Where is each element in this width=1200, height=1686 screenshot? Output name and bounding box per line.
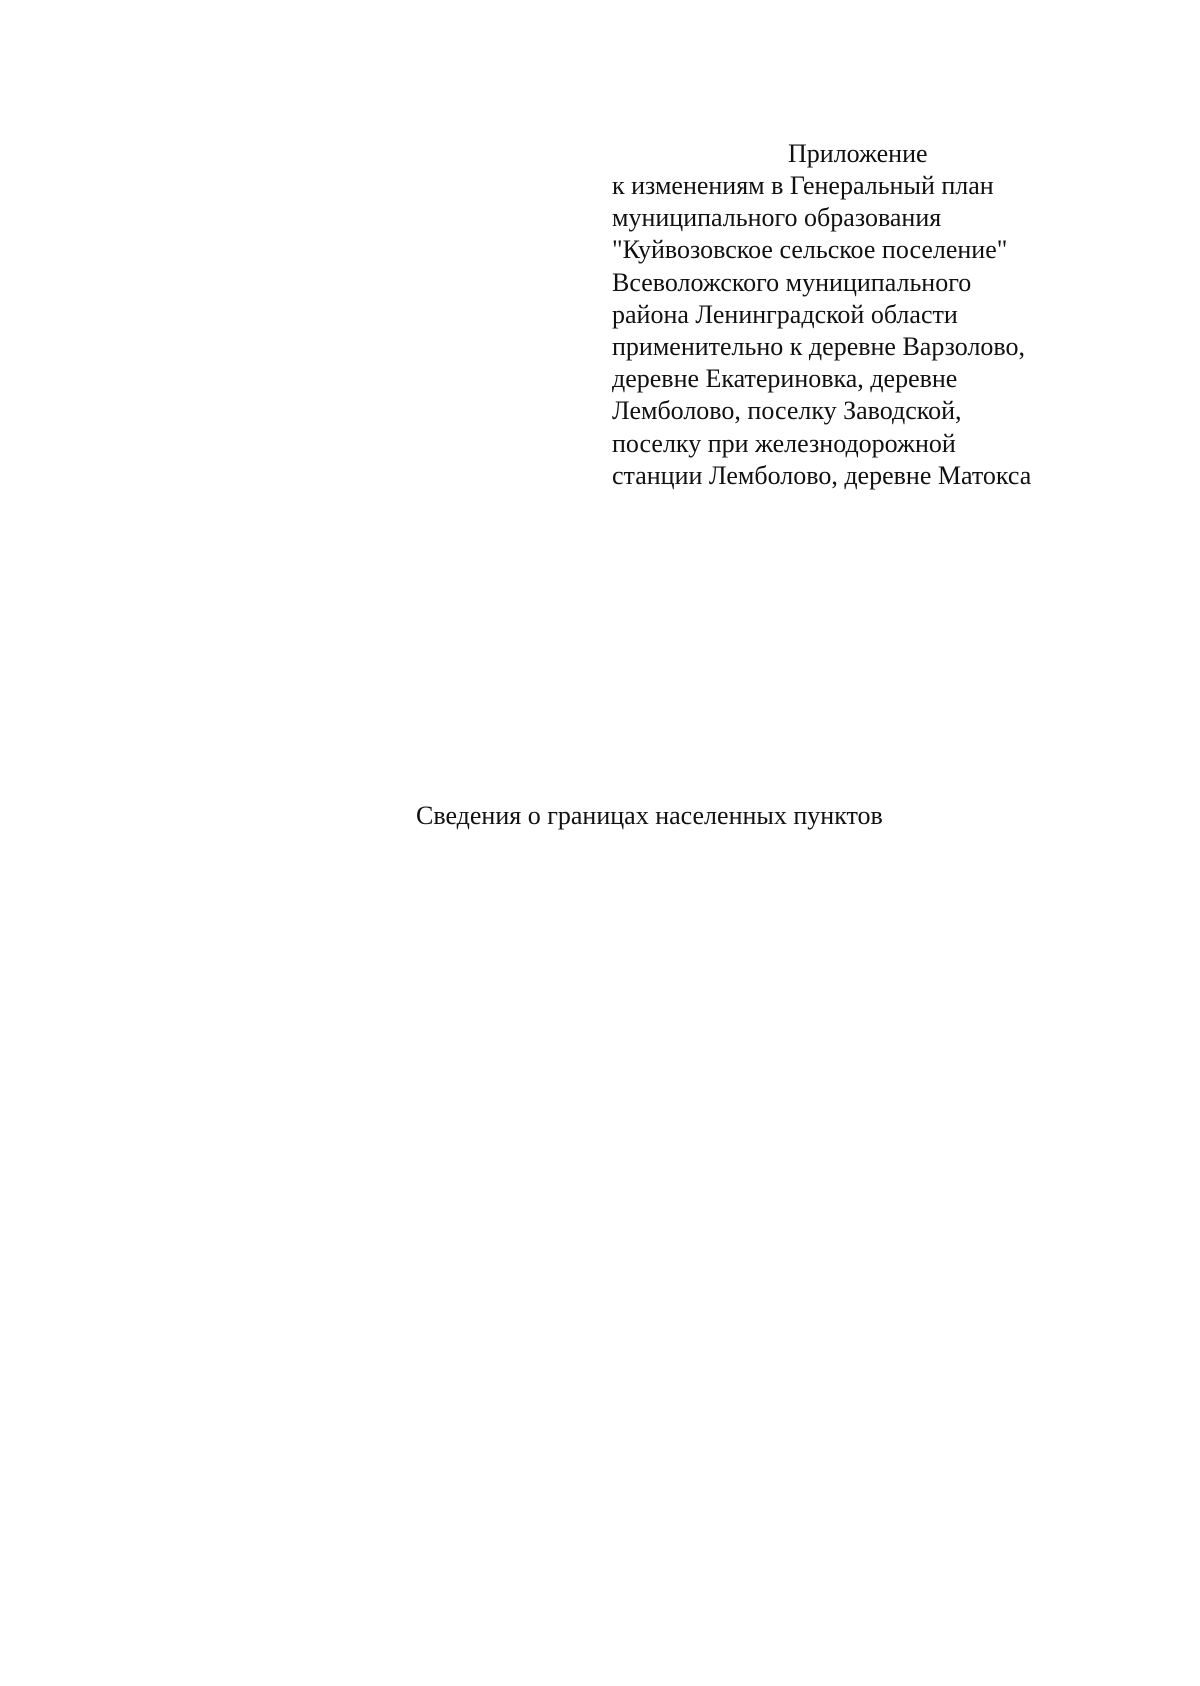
appendix-line: района Ленинградской области <box>612 299 958 329</box>
appendix-title: Приложение <box>788 139 928 168</box>
appendix-line: станции Лемболово, деревне Матокса <box>612 460 1032 490</box>
appendix-line: "Куйвозовское сельское поселение" <box>612 235 1008 265</box>
section-title: Сведения о границах населенных пунктов <box>416 801 883 830</box>
appendix-line: деревне Екатериновка, деревне <box>612 364 958 394</box>
appendix-line: Лемболово, поселку Заводской, <box>612 396 962 426</box>
appendix-line: Всеволожского муниципального <box>612 267 972 297</box>
appendix-line: применительно к деревне Варзолово, <box>612 332 1026 362</box>
appendix-description <box>612 170 1082 492</box>
appendix-line: муниципального образования <box>612 203 942 233</box>
appendix-line: к изменениям в Генеральный план <box>612 171 994 200</box>
appendix-header <box>612 138 1082 492</box>
appendix-line: поселку при железнодорожной <box>612 428 956 458</box>
